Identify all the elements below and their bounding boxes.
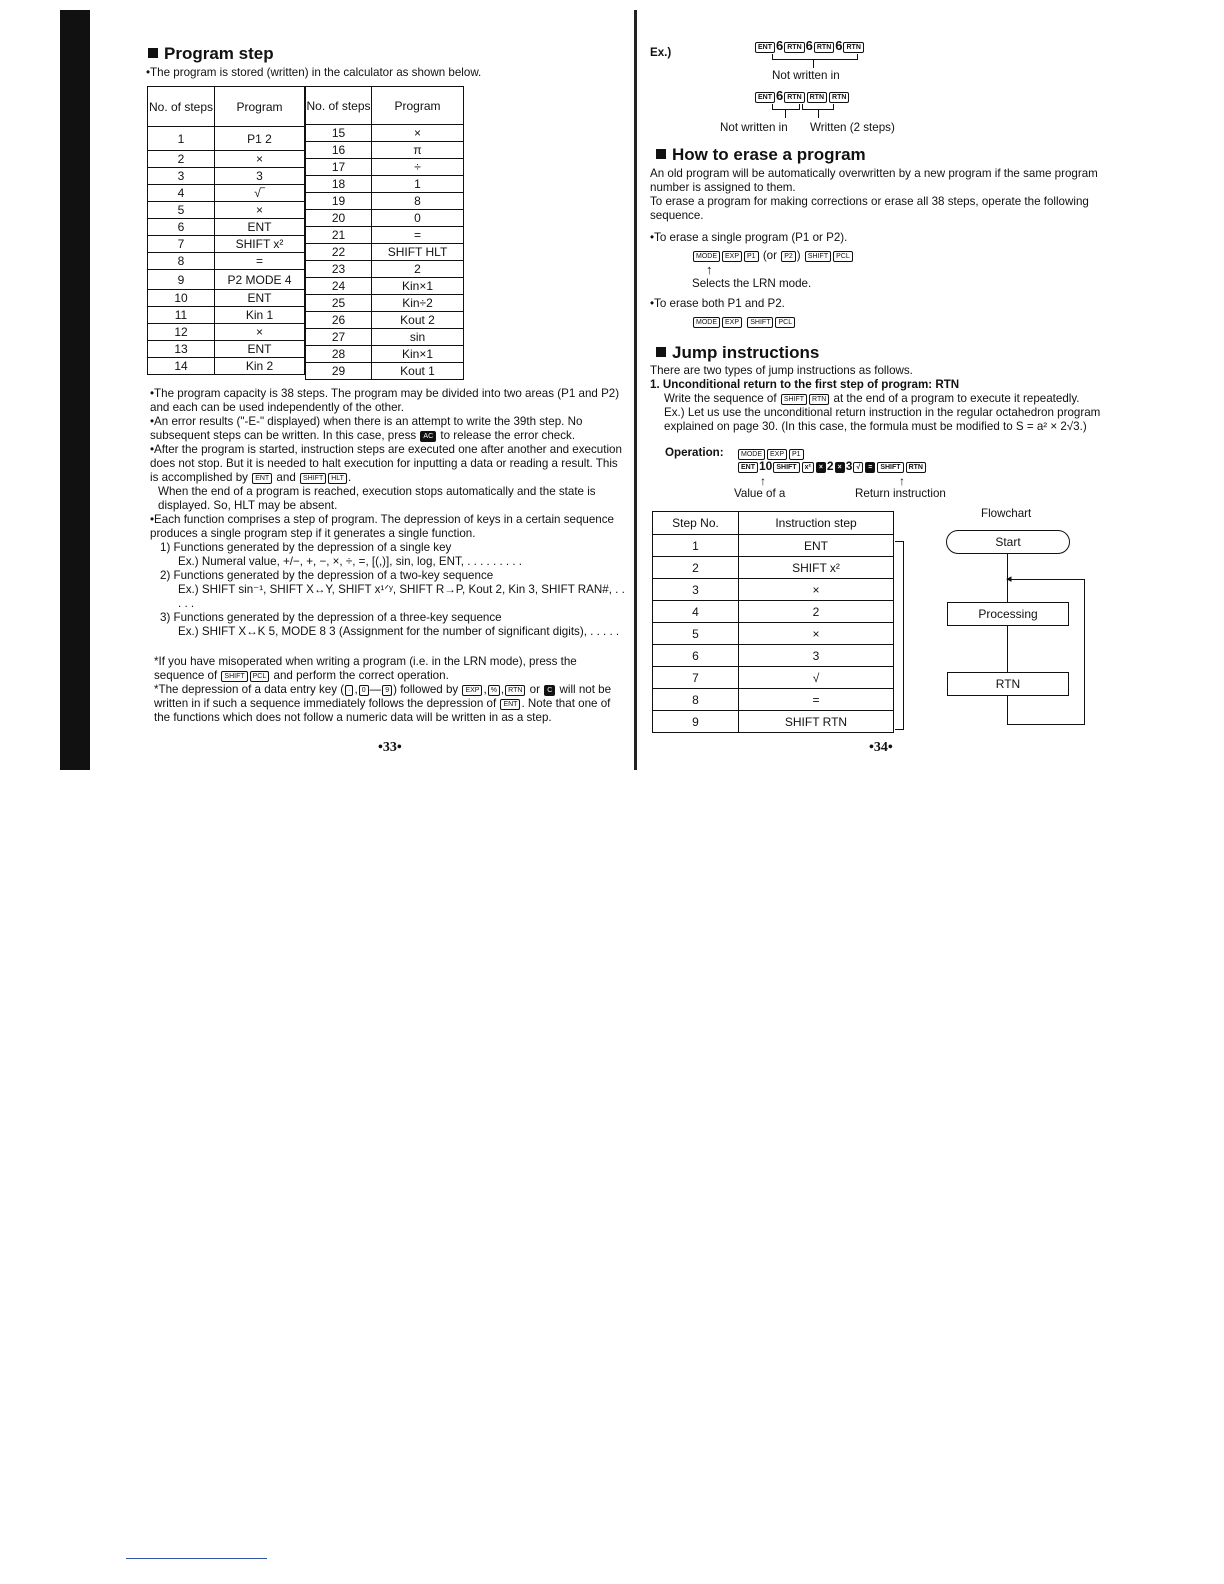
exp-key-icon: EXP	[767, 449, 787, 460]
step-number-cell: 28	[306, 346, 372, 363]
erase-body	[650, 167, 1128, 329]
x2-key-icon: x²	[802, 462, 814, 473]
program-cell: ENT	[215, 219, 305, 236]
left-heading	[148, 44, 274, 64]
erase-both-label: •To erase both P1 and P2.	[650, 297, 785, 310]
program-step-heading: Program step	[164, 44, 274, 63]
program-cell: SHIFT x²	[215, 236, 305, 253]
flowchart-loop-top	[1010, 579, 1085, 580]
table-row	[148, 127, 305, 151]
table-row	[653, 535, 894, 557]
brace-2-stem	[785, 110, 786, 118]
exp-key-icon: EXP	[462, 685, 482, 696]
program-cell: ENT	[739, 535, 894, 557]
ex-sequence-1: ENT 6 RTN 6 RTN 6 RTN	[754, 38, 865, 53]
ex-label: Ex.)	[650, 46, 672, 59]
step-number-cell: 18	[306, 176, 372, 193]
not-written-label-2: Not written in	[720, 121, 788, 134]
bullet-functions: •Each function comprises a step of program. The depression of keys in a certain sequence produces a single program step if it generates a single function.	[150, 513, 614, 540]
rtn-key-icon: RTN	[829, 92, 849, 103]
return-bracket	[903, 541, 904, 729]
flowchart-start: Start	[946, 530, 1070, 554]
erase-single-label: •To erase a single program (P1 or P2).	[650, 231, 848, 244]
rtn-key-icon: RTN	[505, 685, 525, 696]
not-written-label: Not written in	[772, 69, 840, 82]
brace-2	[772, 104, 800, 110]
step-number-cell: 22	[306, 244, 372, 261]
program-cell: 3	[739, 645, 894, 667]
program-cell: ×	[215, 151, 305, 168]
table-row	[306, 227, 464, 244]
table-row	[306, 210, 464, 227]
c-key-icon: C	[544, 685, 555, 696]
erase-single-sequence: MODE EXP P1 (or P2 ) SHIFT PCL	[650, 249, 1128, 263]
bullet-execution: •After the program is started, instruction steps are executed one after another and execution does not stop. But it is needed to halt execution for inputting a data or reading a result. This is accomplished by ENT and SHIFT HLT .	[150, 443, 622, 484]
mode-key-icon: MODE	[738, 449, 765, 460]
mode-key-icon: MODE	[693, 317, 720, 328]
step-number-cell: 17	[306, 159, 372, 176]
step-number-cell: 4	[653, 601, 739, 623]
program-table-right	[305, 86, 464, 380]
program-cell: Kin 1	[215, 307, 305, 324]
table-row	[148, 358, 305, 375]
program-cell: √	[739, 667, 894, 689]
scan-binding-edge	[60, 10, 90, 770]
step-number-cell: 15	[306, 125, 372, 142]
table-row	[148, 341, 305, 358]
program-cell: 8	[372, 193, 464, 210]
step-number-cell: 11	[148, 307, 215, 324]
step-number-cell: 10	[148, 290, 215, 307]
bottom-rule	[126, 1558, 267, 1559]
ent-key-icon: ENT	[755, 42, 775, 53]
jump-example: Ex.) Let us use the unconditional return instruction in the regular octahedron program explained on page 30. (In this case, the formula must be modified to S = a² × 2√3.)	[664, 406, 1101, 433]
table-row	[148, 202, 305, 219]
table-row	[306, 193, 464, 210]
program-cell: Kin 2	[215, 358, 305, 375]
step-number-cell: 2	[653, 557, 739, 579]
step-number-cell: 12	[148, 324, 215, 341]
page-divider	[634, 10, 637, 770]
equals-key-icon: =	[865, 462, 875, 473]
program-cell: 2	[739, 601, 894, 623]
program-cell: ×	[739, 579, 894, 601]
jump-body	[650, 364, 1128, 434]
shift-key-icon: SHIFT	[781, 394, 807, 405]
step-number-cell: 4	[148, 185, 215, 202]
table-row	[148, 219, 305, 236]
step-number-cell: 1	[148, 127, 215, 151]
bullet-capacity: •The program capacity is 38 steps. The program may be divided into two areas (P1 and P2) and each can be used independently of the other.	[150, 387, 620, 414]
pcl-key-icon: PCL	[833, 251, 853, 262]
table-row	[148, 236, 305, 253]
table-header-steps: No. of steps	[306, 87, 372, 125]
p1-key-icon: P1	[789, 449, 804, 460]
page-number-34: •34•	[869, 740, 893, 755]
table-row	[306, 244, 464, 261]
step-number-cell: 3	[148, 168, 215, 185]
program-cell: =	[372, 227, 464, 244]
shift-key-icon: SHIFT	[221, 671, 247, 682]
table-row	[306, 159, 464, 176]
table-row	[653, 711, 894, 733]
bullet-error: •An error results ("-E-" displayed) when there is an attempt to write the 39th step. No subsequent steps can be written. In this case, press AC to release the error check.	[150, 415, 583, 442]
up-arrow-icon: ↑	[706, 262, 713, 277]
program-cell: Kin×1	[372, 346, 464, 363]
program-cell: 0	[372, 210, 464, 227]
operation-line-2: ENT 10 SHIFT x² × 2 × 3 √ = SHIFT RTN	[737, 459, 927, 473]
rtn-key-icon: RTN	[906, 462, 926, 473]
end-of-program-note: When the end of a program is reached, execution stops automatically and the state is displayed. So, HLT may be absent.	[158, 485, 596, 512]
rtn-key-icon: RTN	[809, 394, 829, 405]
program-cell: ×	[215, 324, 305, 341]
instruction-step-table	[652, 511, 894, 733]
step-number-cell: 7	[653, 667, 739, 689]
step-number-cell: 1	[653, 535, 739, 557]
program-cell: P2 MODE 4	[215, 270, 305, 290]
left-body	[150, 387, 628, 725]
table-row	[148, 290, 305, 307]
program-cell: ENT	[215, 290, 305, 307]
list-item-example: Ex.) Numeral value, +/−, +, −, ×, ÷, =, [(,)], sin, log, ENT, . . . . . . . . .	[178, 555, 522, 568]
program-cell: SHIFT HLT	[372, 244, 464, 261]
return-bracket-bottom	[895, 729, 904, 730]
table-row	[306, 278, 464, 295]
program-cell: Kout 2	[372, 312, 464, 329]
value-of-a-label: Value of a	[734, 487, 786, 500]
table-row	[306, 125, 464, 142]
program-cell: 2	[372, 261, 464, 278]
flowchart-title: Flowchart	[981, 507, 1032, 520]
program-cell: ×	[372, 125, 464, 142]
table-row	[306, 176, 464, 193]
jump-intro: There are two types of jump instructions as follows.	[650, 364, 913, 377]
rtn-key-icon: RTN	[784, 42, 804, 53]
erase-paragraph-2: To erase a program for making corrections or erase all 38 steps, operate the following sequence.	[650, 195, 1089, 222]
step-number-cell: 13	[148, 341, 215, 358]
jump-1-title: 1. Unconditional return to the first step of program: RTN	[650, 378, 960, 391]
heading-square-icon	[656, 347, 666, 357]
table-header-step-no: Step No.	[653, 512, 739, 535]
jump-heading: Jump instructions	[656, 343, 819, 363]
ac-key-icon: AC	[420, 431, 436, 442]
rtn-key-icon: RTN	[843, 42, 863, 53]
table-row	[148, 151, 305, 168]
program-cell: ×	[739, 623, 894, 645]
program-cell: π	[372, 142, 464, 159]
sqrt-key-icon: √	[853, 462, 863, 473]
table-row	[148, 307, 305, 324]
shift-key-icon: SHIFT	[877, 462, 903, 473]
up-arrow-icon: ↑	[760, 474, 766, 488]
up-arrow-icon: ↑	[899, 474, 905, 488]
table-row	[148, 324, 305, 341]
list-item: 2) Functions generated by the depression of a two-key sequence	[160, 569, 494, 582]
step-number-cell: 20	[306, 210, 372, 227]
table-header-instruction: Instruction step	[739, 512, 894, 535]
program-cell: ENT	[215, 341, 305, 358]
table-row	[148, 253, 305, 270]
table-row	[653, 623, 894, 645]
step-number-cell: 5	[148, 202, 215, 219]
zero-key-icon: 0	[359, 685, 369, 696]
step-number-cell: 26	[306, 312, 372, 329]
step-number-cell: 8	[653, 689, 739, 711]
shift-key-icon: SHIFT	[300, 473, 326, 484]
step-number-cell: 6	[653, 645, 739, 667]
program-cell: 1	[372, 176, 464, 193]
step-number-cell: 7	[148, 236, 215, 253]
table-row	[148, 168, 305, 185]
table-row	[306, 295, 464, 312]
heading-square-icon	[148, 48, 158, 58]
program-cell: SHIFT x²	[739, 557, 894, 579]
page-number-33: •33•	[378, 740, 402, 755]
exp-key-icon: EXP	[722, 317, 742, 328]
written-two-steps-label: Written (2 steps)	[810, 121, 895, 134]
brace-1	[772, 54, 858, 60]
table-row	[148, 185, 305, 202]
intro-text: •The program is stored (written) in the calculator as shown below.	[146, 66, 482, 79]
program-cell: 3	[215, 168, 305, 185]
step-number-cell: 5	[653, 623, 739, 645]
step-number-cell: 3	[653, 579, 739, 601]
shift-key-icon: SHIFT	[773, 462, 799, 473]
program-cell: ×	[215, 202, 305, 219]
jump-1-text: Write the sequence of SHIFT RTN at the end of a program to execute it repeatedly.	[664, 392, 1080, 405]
table-header-steps: No. of steps	[148, 87, 215, 127]
program-cell: Kin÷2	[372, 295, 464, 312]
hlt-key-icon: HLT	[328, 473, 347, 484]
return-instruction-label: Return instruction	[855, 487, 946, 500]
program-cell: ÷	[372, 159, 464, 176]
step-number-cell: 21	[306, 227, 372, 244]
pcl-key-icon: PCL	[250, 671, 270, 682]
program-cell: sin	[372, 329, 464, 346]
selects-lrn-label: Selects the LRN mode.	[692, 277, 812, 290]
note-misoperation: *If you have misoperated when writing a program (i.e. in the LRN mode), press the sequence of SHIFT PCL and perform the correct operation.	[154, 655, 577, 682]
step-number-cell: 9	[653, 711, 739, 733]
percent-key-icon: %	[488, 685, 500, 696]
step-number-cell: 27	[306, 329, 372, 346]
rtn-key-icon: RTN	[807, 92, 827, 103]
heading-square-icon	[656, 149, 666, 159]
times-key-icon: ×	[835, 462, 845, 473]
table-row	[653, 667, 894, 689]
rtn-key-icon: RTN	[784, 92, 804, 103]
erase-paragraph-1: An old program will be automatically overwritten by a new program if the same program number is assigned to them.	[650, 167, 1098, 194]
note-data-entry: *The depression of a data entry key ( · , 0 — 9 ) followed by EXP , % , RTN or C will not be written in if such a sequence immediately follows the depression of ENT . Note that one of the functions which does not follow a numeric data will be written in as a step.	[154, 683, 612, 724]
program-cell: Kin×1	[372, 278, 464, 295]
step-number-cell: 16	[306, 142, 372, 159]
ent-key-icon: ENT	[755, 92, 775, 103]
table-header-program: Program	[215, 87, 305, 127]
mode-key-icon: MODE	[693, 251, 720, 262]
table-row	[306, 363, 464, 380]
flowchart-connector	[1007, 695, 1008, 725]
flowchart-loop-bottom	[1007, 724, 1085, 725]
times-key-icon: ×	[816, 462, 826, 473]
nine-key-icon: 9	[382, 685, 392, 696]
program-cell: √‾	[215, 185, 305, 202]
step-number-cell: 25	[306, 295, 372, 312]
arrow-left-icon: ◂	[1006, 573, 1012, 585]
ent-key-icon: ENT	[500, 699, 520, 710]
flowchart-rtn: RTN	[947, 672, 1069, 696]
ex-sequence-2: ENT 6 RTN RTN RTN	[754, 88, 850, 103]
step-number-cell: 24	[306, 278, 372, 295]
ent-key-icon: ENT	[738, 462, 758, 473]
table-row	[653, 557, 894, 579]
program-cell: SHIFT RTN	[739, 711, 894, 733]
step-number-cell: 9	[148, 270, 215, 290]
dot-key-icon: ·	[345, 685, 353, 696]
table-row	[306, 346, 464, 363]
program-cell: Kout 1	[372, 363, 464, 380]
ent-key-icon: ENT	[252, 473, 272, 484]
table-row	[306, 329, 464, 346]
operation-label: Operation:	[665, 446, 724, 459]
list-item-example: Ex.) SHIFT sin⁻¹, SHIFT X↔Y, SHIFT x¹ᐟʸ, SHIFT R→P, Kout 2, Kin 3, SHIFT RAN#, . . . . .	[178, 583, 625, 610]
step-number-cell: 8	[148, 253, 215, 270]
table-row	[653, 579, 894, 601]
program-table-left	[147, 86, 305, 375]
program-cell: P1 2	[215, 127, 305, 151]
program-cell: =	[739, 689, 894, 711]
table-row	[306, 142, 464, 159]
erase-heading: How to erase a program	[656, 145, 866, 165]
table-row	[653, 689, 894, 711]
flowchart-loop-side	[1084, 579, 1085, 725]
brace-3-stem	[818, 110, 819, 118]
p1-key-icon: P1	[744, 251, 759, 262]
table-row	[653, 645, 894, 667]
step-number-cell: 29	[306, 363, 372, 380]
shift-key-icon: SHIFT	[805, 251, 831, 262]
step-number-cell: 19	[306, 193, 372, 210]
return-bracket-top	[895, 541, 903, 542]
exp-key-icon: EXP	[722, 251, 742, 262]
flowchart-processing: Processing	[947, 602, 1069, 626]
table-row	[653, 601, 894, 623]
list-item-example: Ex.) SHIFT X↔K 5, MODE 8 3 (Assignment for the number of significant digits), . . . . .	[178, 625, 620, 638]
rtn-key-icon: RTN	[814, 42, 834, 53]
list-item: 1) Functions generated by the depression of a single key	[160, 541, 452, 554]
p2-key-icon: P2	[781, 251, 796, 262]
shift-key-icon: SHIFT	[747, 317, 773, 328]
step-number-cell: 23	[306, 261, 372, 278]
flowchart-connector	[1007, 625, 1008, 672]
step-number-cell: 14	[148, 358, 215, 375]
pcl-key-icon: PCL	[775, 317, 795, 328]
table-row	[306, 261, 464, 278]
table-row	[306, 312, 464, 329]
erase-both-sequence	[650, 315, 1128, 329]
step-number-cell: 6	[148, 219, 215, 236]
table-row	[148, 270, 305, 290]
table-header-program: Program	[372, 87, 464, 125]
list-item: 3) Functions generated by the depression of a three-key sequence	[160, 611, 502, 624]
program-cell: =	[215, 253, 305, 270]
step-number-cell: 2	[148, 151, 215, 168]
brace-1-stem	[813, 60, 814, 68]
